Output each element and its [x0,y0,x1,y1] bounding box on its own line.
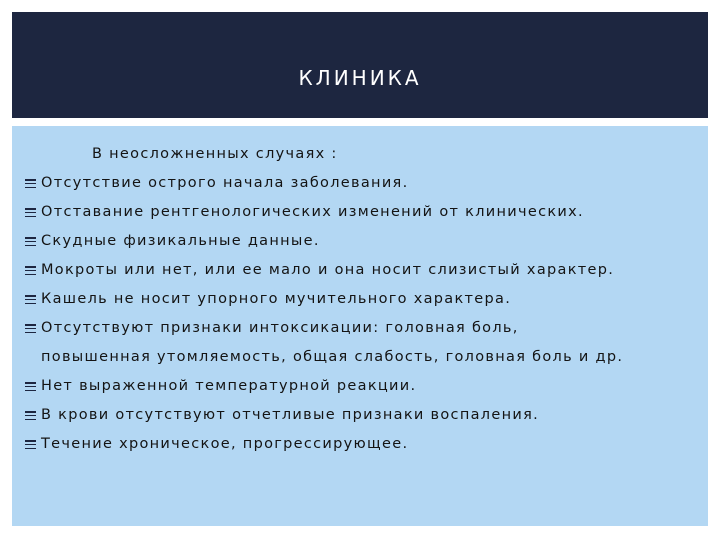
bullet-item [12,314,708,372]
bullet-text: В крови отсутствуют отчетливые признаки воспаления. [41,407,540,423]
bullet-text: Отсутствие острого начала заболевания. [41,175,409,191]
bullet-text: Скудные физикальные данные. [41,233,320,249]
bullet-item [12,227,708,256]
bullet-item [12,372,708,401]
list-lines-icon [25,324,36,333]
divider [12,118,708,122]
content-box [12,126,708,526]
list-lines-icon [25,411,36,420]
bullet-item [12,401,708,430]
content-body [12,140,708,459]
bullet-item [12,169,708,198]
bullet-item [12,198,708,227]
bullet-item [12,285,708,314]
list-lines-icon [25,179,36,188]
bullet-item [12,256,708,285]
list-lines-icon [25,440,36,449]
bullet-text-continuation: повышенная утомляемость, общая слабость, головная боль и др. [41,349,624,365]
intro-text: В неосложненных случаях : [92,146,338,162]
bullet-text: Нет выраженной температурной реакции. [41,378,417,394]
list-lines-icon [25,382,36,391]
list-lines-icon [25,237,36,246]
bullet-text: Отсутствуют признаки интоксикации: головная боль, [41,320,519,336]
bullet-text: Течение хроническое, прогрессирующее. [41,436,409,452]
list-lines-icon [25,266,36,275]
bullet-text: Кашель не носит упорного мучительного характера. [41,291,512,307]
bullet-text: Отставание рентгенологических изменений от клинических. [41,204,584,220]
list-lines-icon [25,208,36,217]
slide-title: КЛИНИКА [298,66,422,90]
list-lines-icon [25,295,36,304]
bullet-item [12,430,708,459]
bullet-list [12,169,708,459]
bullet-text: Мокроты или нет, или ее мало и она носит слизистый характер. [41,262,615,278]
title-bar [12,12,708,118]
